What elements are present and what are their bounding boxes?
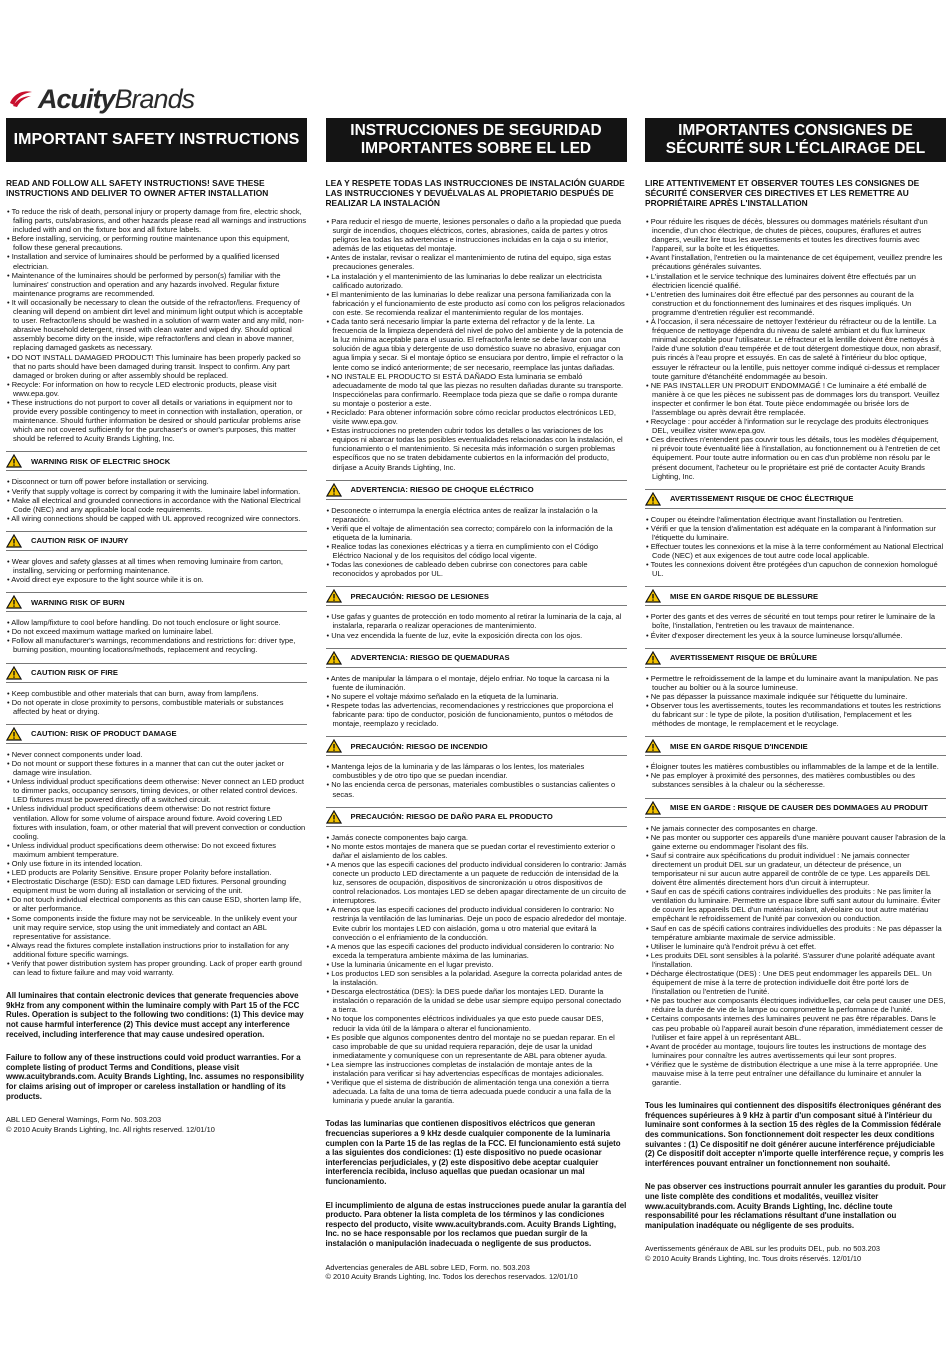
instruction-item: • Installation and service of luminaires should be performed by a qualified licensed electrician. <box>6 252 307 270</box>
warning-title: AVERTISSEMENT RISQUE DE CHOC ÉLECTRIQUE <box>670 494 854 504</box>
warning-triangle-icon <box>6 595 22 609</box>
copyright: © 2010 Acuity Brands Lighting, Inc. Tous droits réservés. 12/01/10 <box>645 1253 862 1263</box>
form-number: Avertissements généraux de ABL sur les produits DEL, pub. no 503.203 <box>645 1244 881 1254</box>
instruction-item: • Respete todas las advertencias, recomendaciones y restricciones que proporciona el fabricante para: tipo de conductor, posición de funcionamiento, puntos o métodos de montaje, reemplazo y reciclado. <box>326 701 627 728</box>
instruction-item: • Allow lamp/fixture to cool before handling. Do not touch enclosure or light source. <box>6 618 307 627</box>
instruction-item: • Electrostatic Discharge (ESD): ESD can damage LED fixtures. Personal grounding equipment must be worn during all installation or servicing of the unit. <box>6 877 307 895</box>
instruction-item: • Wear gloves and safety glasses at all times when removing luminaire from carton, installing, servicing or performing maintenance. <box>6 557 307 575</box>
instruction-item: • A menos que las especifi caciones del producto individual consideren lo contrario: Jamás conecte un producto LED directamente a un paquete de reducción de intensidad de la luz, sensores de ocupación, dispositivos de sincronización u otros dispositivos de control relacionados. Los montajes LED se deben apagar directamente de un circuito de interruptores. <box>326 860 627 905</box>
instruction-item: • Pour réduire les risques de décès, blessures ou dommages matériels résultant d'un incendie, d'un choc électrique, de chutes de pièces, coupures, éraflures et autres dangers, veuillez lire tous les avertissements et toutes les directives fournis avec l'appareil, sur la boîte et les étiquettes. <box>645 217 946 253</box>
warning-title: MISE EN GARDE : RISQUE DE CAUSER DES DOMMAGES AU PRODUIT <box>670 803 928 812</box>
warning-heading <box>6 531 307 551</box>
warning-triangle-icon <box>645 651 661 665</box>
instruction-item: • Effectuer toutes les connexions et la mise à la terre conformément au National Electrical Code (NEC) et aux exigences de tout autre code local applicable. <box>645 542 946 560</box>
warning-heading <box>326 586 627 606</box>
instruction-item: • Avant l'installation, l'entretien ou la maintenance de cet équipement, veuillez prendre les précautions générales suivantes. <box>645 253 946 271</box>
instruction-item: • Always read the fixtures complete installation instructions prior to installation for any additional fixture specific warnings. <box>6 941 307 959</box>
form-number: ABL LED General Warnings, Form No. 503.203 <box>6 1115 162 1125</box>
footer <box>645 1244 946 1263</box>
instruction-item: • Los productos LED son sensibles a la polaridad. Asegure la correcta polaridad antes de la instalación. <box>326 969 627 987</box>
warning-title: ADVERTENCIA: RIESGO DE QUEMADURAS <box>350 653 510 663</box>
warning-triangle-icon <box>326 810 342 824</box>
instruction-item: • NO INSTALE EL PRODUCTO SI ESTÁ DAÑADO Esta luminaria se embaló adecuadamente de modo tal que las piezas no resulten dañadas durante su transporte. Inspecciónelas para confirmarlo. Reemplace toda pieza que se dañe o rompa durante su montaje o posterior a este. <box>326 372 627 408</box>
instruction-item: • Unless individual product specifications deem otherwise: Do not exceed fixtures maximum ambient temperature. <box>6 841 307 859</box>
instruction-list <box>6 557 307 584</box>
instruction-list <box>326 833 627 1106</box>
lead-instruction: READ AND FOLLOW ALL SAFETY INSTRUCTIONS! SAVE THESE INSTRUCTIONS AND DELIVER TO OWNER AFTER INSTALLATION <box>6 178 269 198</box>
instruction-item: • Ne jamais connecter des composantes en charge. <box>645 824 946 833</box>
warranty-text: Failure to follow any of these instructions could void product warranties. For a complete listing of product Terms and Conditions, please visit www.acuitybrands.com. Acuity Brands Lighting, Inc. assumes no responsibility for claims arising out of improper or careless installation or handling of its products. <box>6 1053 305 1101</box>
warning-heading <box>645 798 946 818</box>
instruction-item: • Certains composants internes des luminaires peuvent ne pas être réparables. Dans le cas peu probable où l'appareil aurait besoin d'une réparation, immédiatement cesser de l'utiliser et faire appel à un représentant ABL. <box>645 1014 946 1041</box>
instruction-item: • Descarga electrostática (DES): la DES puede dañar los montajes LED. Durante la instalación o reparación de la unidad se debe usar siempre equipo personal conectado a tierra. <box>326 987 627 1014</box>
instruction-item: • Ces directives n'entendent pas couvrir tous les détails, tous les modèles d'équipement, ni prévoir toute éventualité liée à l'installation, au fonctionnement ou à l'entretien de cet équipement. Pour toute autre information ou en cas d'un problème non résolu par le présent document, l'acheteur ou le propriétaire est prié de contacter Acuity Brands Lighting, Inc. <box>645 435 946 480</box>
instruction-list <box>645 515 946 579</box>
instruction-item: • DO NOT INSTALL DAMAGED PRODUCT! This luminaire has been properly packed so that no parts should have been damaged during transit. Inspect to confirm. Any part damaged or broken during or after assembly should be replaced. <box>6 353 307 380</box>
instruction-item: • À l'occasion, il sera nécessaire de nettoyer l'extérieur du réfracteur ou de la lentille. La fréquence de nettoyage dépendra du niveau de saleté ambiant et du flux lumineux minimal acceptable pour l'utilisateur. Le réfracteur et la lentille doivent être nettoyés à l'aide d'une solution d'eau tempérée et de tout détergent domestique doux, non abrasif, puis rincés à l'eau propre et essuyés. En cas de saleté à l'intérieur du bloc optique, essuyer le réfracteur ou la lentille, puis nettoyer comme indiqué ci-dessus et remplacer toute garniture d'étanchéité endommagée au besoin. <box>645 317 946 381</box>
instruction-item: • Mantenga lejos de la luminaria y de las lámparas o los lentes, los materiales combustibles y de otro tipo que se puedan incendiar. <box>326 762 627 780</box>
warning-triangle-icon <box>645 589 661 603</box>
warning-heading <box>645 489 946 509</box>
instruction-item: • LED products are Polarity Sensitive. Ensure proper Polarity before installation. <box>6 868 307 877</box>
brand-wordmark <box>38 86 194 112</box>
instruction-list <box>326 762 627 798</box>
warning-heading <box>6 724 307 744</box>
instruction-item: • No supere el voltaje máximo señalado en la etiqueta de la luminaria. <box>326 692 627 701</box>
instruction-item: • Some components inside the fixture may not be serviceable. In the unlikely event your unit may require service, stop using the unit immediately and contact an ABL representative for assistance. <box>6 914 307 941</box>
instruction-list <box>326 217 627 472</box>
instruction-item: • Ne pas employer à proximité des personnes, des matières combustibles ou des substances sensibles à la chaleur ou la sécheresse. <box>645 771 946 789</box>
instruction-item: • No las encienda cerca de personas, materiales combustibles o sustancias calientes o secas. <box>326 780 627 798</box>
instruction-item: • Verify that power distribution system has proper grounding. Lack of proper earth ground can lead to fixture failure and may void warranty. <box>6 959 307 977</box>
warning-title: AVERTISSEMENT RISQUE DE BRÛLURE <box>670 653 818 663</box>
instruction-item: • Utiliser le luminaire qu'à l'endroit prévu à cet effet. <box>645 942 946 951</box>
instruction-list <box>326 506 627 579</box>
instruction-item: • Reciclado: Para obtener información sobre cómo reciclar productos electrónicos LED, visite www.epa.gov. <box>326 408 627 426</box>
brand-name-bold: Acuity <box>38 84 115 114</box>
footer <box>6 1115 307 1134</box>
column-header: INSTRUCCIONES DE SEGURIDAD IMPORTANTES SOBRE EL LED <box>326 118 627 162</box>
instruction-item: • Vérifiez que le système de distribution électrique a une mise à la terre appropriée. Une mauvaise mise à la terre peut entraîner une défaillance du luminaire et annuler la garantie. <box>645 1060 946 1087</box>
acuity-brands-logo <box>8 86 194 112</box>
instruction-list <box>6 618 307 654</box>
instruction-item: • Sauf en cas de spécifi cations contraires individuelles des produits : Ne pas dépasser la température ambiante maximale de service admissible. <box>645 924 946 942</box>
instruction-item: • El mantenimiento de las luminarias lo debe realizar una persona familiarizada con la fabricación y el funcionamiento de este producto así como con los peligros relacionados con este. Se recomienda realizar el mantenimiento regular de los montajes. <box>326 290 627 317</box>
instruction-item: • No toque los componentes eléctricos individuales ya que esto puede causar DES, reducir la vida útil de la lámpara o alterar el funcionamiento. <box>326 1014 627 1032</box>
instruction-item: • Permettre le refroidissement de la lampe et du luminaire avant la manipulation. Ne pas toucher au boîtier ou à la source lumineuse. <box>645 674 946 692</box>
warning-heading <box>6 663 307 683</box>
instruction-item: • L'entretien des luminaires doit être effectué par des personnes au courant de la construction et du fonctionnement des luminaires et des risques impliqués. Un programme d'entretien régulier est recommandé. <box>645 290 946 317</box>
fcc-compliance-text: Tous les luminaires qui contiennent des dispositifs électroniques générant des fréquences supérieures à 9 kHz à partir d'un composant situé à l'intérieur du luminaire sont conformes à la section 15 des règles de la Commission fédérale des communications. Son fonctionnement doit respecter les deux conditions suivantes : (1) Ce dispositif ne doit générer aucune interférence préjudiciable (2) Ce dispositif doit accepter n'importe quelle interférence reçue, y compris les interférences pouvant entraîner un fonctionnement non souhaité. <box>645 1101 944 1168</box>
instruction-item: • Unless individual product specifications deem otherwise: Never connect an LED product to dimmer packs, occupancy sensors, timing devices, or other related control devices. LED fixtures must be powered directly off a switched circuit. <box>6 777 307 804</box>
instruction-item: • It will occasionally be necessary to clean the outside of the refractor/lens. Frequency of cleaning will depend on ambient dirt level and minimum light output which is acceptable to user. Refractor/lens should be washed in a solution of warm water and any mild, non-abrasive household detergent, rinsed with clean water and wiped dry. Should optical assembly become dirty on the inside, wipe refractor/lens and clean in above manner, replacing damaged gaskets as necessary. <box>6 298 307 353</box>
warning-heading <box>645 736 946 756</box>
instruction-item: • Jamás conecte componentes bajo carga. <box>326 833 627 842</box>
instruction-item: • Todas las conexiones de cableado deben cubrirse con conectores para cable reconocidos y aprobados por UL. <box>326 560 627 578</box>
instruction-item: • Recycle: For information on how to recycle LED electronic products, please visit www.epa.gov. <box>6 380 307 398</box>
instruction-item: • L'installation et le service technique des luminaires doivent être effectués par un électricien licencié qualifié. <box>645 272 946 290</box>
warning-triangle-icon <box>326 739 342 753</box>
instruction-item: • Desconecte o interrumpa la energía eléctrica antes de realizar la instalación o la reparación. <box>326 506 627 524</box>
instruction-item: • Toutes les connexions doivent être protégées d'un capuchon de connexion homologué UL. <box>645 560 946 578</box>
copyright: © 2010 Acuity Brands Lighting, Inc. Todos los derechos reservados. 12/01/10 <box>325 1272 578 1282</box>
instruction-item: • Es posible que algunos componentes dentro del montaje no se puedan reparar. En el caso improbable de que su unidad requiera reparación, deje de usar la unidad inmediatamente y comuníquese con un representante de ABL para obtener ayuda. <box>326 1033 627 1060</box>
instruction-item: • Do not exceed maximum wattage marked on luminaire label. <box>6 627 307 636</box>
instruction-item: • A menos que las especifi caciones del producto individual consideren lo contrario: No restrinja la ventilación de las luminarias. Deje un poco de espacio alrededor del montaje. Evite cubrir los montajes LED con aislación, goma u otro material que evitará la convección o el enfriamiento de la conducción. <box>326 905 627 941</box>
instruction-item: • Avant de procéder au montage, toujours lire toutes les instructions de montage des luminaires pour connaître les autres avertissements qui leur sont propres. <box>645 1042 946 1060</box>
instruction-item: • Porter des gants et des verres de sécurité en tout temps pour retirer le luminaire de la boîte, l'installation, l'entretien ou les travaux de maintenance. <box>645 612 946 630</box>
warranty-text: El incumplimiento de alguna de estas instrucciones puede anular la garantía del producto. Para obtener la lista completa de los términos y las condiciones respecto del producto, visite www.acuitybrands.com. Acuity Brands Lighting, Inc. no se hace responsable por los reclamos que puedan surgir de la instalación o manipulación inadecuada o negligente de sus productos. <box>325 1200 627 1248</box>
warning-triangle-icon <box>645 739 661 753</box>
warning-triangle-icon <box>326 483 342 497</box>
instruction-item: • Ne pas monter ou supporter ces appareils d'une manière pouvant causer l'abrasion de la gaine externe ou endommager l'isolant des fils. <box>645 833 946 851</box>
instruction-item: • Estas instrucciones no pretenden cubrir todos los detalles o las variaciones de los equipos ni abarcar todas las posibles eventualidades relacionadas con la instalación, el funcionamiento o el mantenimiento. Si necesita más información o surgen problemas específicos que no se traten debidamente cubiertos en la información del producto, diríjase a Acuity Brands Lighting, Inc. <box>326 426 627 471</box>
warning-title: ADVERTENCIA: RIESGO DE CHOQUE ELÉCTRICO <box>350 485 534 495</box>
warning-heading <box>326 480 627 500</box>
instruction-list <box>6 689 307 716</box>
instruction-item: • All wiring connections should be capped with UL approved recognized wire connectors. <box>6 514 307 523</box>
instruction-item: • To reduce the risk of death, personal injury or property damage from fire, electric shock, falling parts, cuts/abrasions, and other hazards please read all warnings and instructions included with and on the fixture box and all fixture labels. <box>6 207 307 234</box>
instruction-item: • Follow all manufacturer's warnings, recommendations and restrictions for: driver type, burning position, mounting locations/methods, replacement and recycling. <box>6 636 307 654</box>
instruction-item: • Observer tous les avertissements, toutes les recommandations et toutes les restrictions du fabricant sur : le type de pilote, la position d'utilisation, l'emplacement et les méthodes de montage, le remplacement et le recyclage. <box>645 701 946 728</box>
swoosh-icon <box>8 89 34 109</box>
instruction-item: • Before installing, servicing, or performing routine maintenance upon this equipment, follow these general precautions. <box>6 234 307 252</box>
instruction-item: • Antes de manipular la lámpara o el montaje, déjelo enfriar. No toque la carcasa ni la fuente de iluminación. <box>326 674 627 692</box>
instruction-item: • No monte estos montajes de manera que se puedan cortar el revestimiento exterior o dañar el aislamiento de los cables. <box>326 842 627 860</box>
instruction-item: • Recyclage : pour accéder à l'information sur le recyclage des produits électroniques DEL, veuillez visiter www.epa.gov. <box>645 417 946 435</box>
instruction-item: • These instructions do not purport to cover all details or variations in equipment nor to provide every possible contingency to meet in connection with installation, operation, or maintenance. Should further information be desired or should particular problems arise which are not covered sufficiently for the purchaser's or owner's purposes, this matter should be referred to Acuity Brands Lighting, Inc. <box>6 398 307 443</box>
instruction-item: • Sauf en cas de spécifi cations contraires individuelles des produits : Ne pas limiter la ventilation du luminaire. Permettre un espace libre suffi sant autour du luminaire. Éviter de couvrir les appareils DEL d'un matériau isolant, alvéolaire ou tout autre matériau empêchant le refroidissement de l'unité par convexion ou conduction. <box>645 887 946 923</box>
instruction-item: • Ne pas toucher aux composants électriques individuelles, car cela peut causer une DES, réduire la durée de vie de la lampe ou compromettre la performance de l'unité. <box>645 996 946 1014</box>
form-number: Advertencias generales de ABL sobre LED, Form. no. 503.203 <box>325 1262 530 1272</box>
instruction-item: • Never connect components under load. <box>6 750 307 759</box>
instruction-item: • Éloigner toutes les matières combustibles ou inflammables de la lampe et de la lentille. <box>645 762 946 771</box>
instruction-item: • Use gafas y guantes de protección en todo momento al retirar la luminaria de la caja, al instalarla, repararla o realizar operaciones de mantenimiento. <box>326 612 627 630</box>
instruction-item: • Only use fixture in its intended location. <box>6 859 307 868</box>
fcc-compliance-text: All luminaires that contain electronic devices that generate frequencies above 9kHz from any component within the luminaire comply with Part 15 of the FCC Rules. Operation is subject to the following two conditions: (1) This device may not cause harmful interference (2) This device must accept any interference received, including interference that may cause undesired operation. <box>6 991 304 1039</box>
instruction-item: • Cada tanto será necesario limpiar la parte externa del refractor y de la lente. La frecuencia de la limpieza dependerá del nivel de polvo del ambiente y de la potencia de la luz mínima aceptable para el usuario. El refractor/la lente se debe lavar con una solución de agua tibia y detergente de uso doméstico suave no abrasivo, enjuagar con agua limpia y secar. Si el montaje óptico se ensuciara por dentro, limpie el refractor o la lente como se indicó anteriormente; de ser necesario, reemplace las juntas dañadas. <box>326 317 627 372</box>
warning-heading <box>6 592 307 612</box>
instruction-list <box>6 477 307 522</box>
warning-title: CAUTION: RISK OF PRODUCT DAMAGE <box>31 729 177 739</box>
column-header: IMPORTANTES CONSIGNES DE SÉCURITÉ SUR L'ÉCLAIRAGE DEL <box>645 118 946 162</box>
instruction-item: • Make all electrical and grounded connections in accordance with the National Electrical Code (NEC) and any applicable local code requirements. <box>6 496 307 514</box>
instruction-item: • Antes de instalar, revisar o realizar el mantenimiento de rutina del equipo, siga estas precauciones generales. <box>326 253 627 271</box>
instruction-item: • Éviter d'exposer directement les yeux à la source lumineuse lorsqu'allumée. <box>645 631 946 640</box>
instruction-item: • Verifi que el voltaje de alimentación sea correcto; compárelo con la información de la etiqueta de la luminaria. <box>326 524 627 542</box>
instruction-list <box>326 612 627 639</box>
instruction-item: • Ne pas dépasser la puissance maximale indiquée sur l'étiquette du luminaire. <box>645 692 946 701</box>
warning-triangle-icon <box>326 589 342 603</box>
warning-heading <box>645 648 946 668</box>
fcc-compliance-text: Todas las luminarias que contienen dispositivos eléctricos que generan frecuencias superiores a 9 kHz desde cualquier componente de la luminaria cumplen con la Parte 15 de las reglas de la FCC. El funcionamiento está sujeto a las siguientes dos condiciones: (1) este dispositivo no puede ocasionar interferencias perjudiciales, y (2) este dispositivo debe aceptar cualquier interferencia recibida, incluso aquellas que puedan ocasionar un mal funcionamiento. <box>325 1119 621 1186</box>
brand-name-light: Brands <box>114 84 195 114</box>
column-header: IMPORTANT SAFETY INSTRUCTIONS <box>6 118 307 162</box>
warning-title: MISE EN GARDE RISQUE D'INCENDIE <box>670 741 808 751</box>
instruction-item: • Les produits DEL sont sensibles à la polarité. S'assurer d'une polarité adéquate avant l'installation. <box>645 951 946 969</box>
warning-title: CAUTION RISK OF INJURY <box>31 536 129 546</box>
instruction-item: • NE PAS INSTALLER UN PRODUIT ENDOMMAGÉ ! Ce luminaire a été emballé de manière à ce que les pièces ne subissent pas de dommages lors du transport. Veuillez inspecter et confirmer le bon état. Toute pièce endommagée ou brisée lors de l'assemblage ou après devrait être remplacée. <box>645 381 946 417</box>
instruction-list <box>645 612 946 639</box>
warranty-text: Ne pas observer ces instructions pourrait annuler les garanties du produit. Pour une liste complète des conditions et modalités, veuillez visiter www.acuitybrands.com. Acuity Brands Lighting, Inc. décline toute responsabilité pour les réclamations résultant d'une installation ou manipulation inadéquate ou négligente de ses produits. <box>645 1182 946 1230</box>
instruction-item: • Couper ou éteindre l'alimentation électrique avant l'installation ou l'entretien. <box>645 515 946 524</box>
lead-instruction: LEA Y RESPETE TODAS LAS INSTRUCCIONES DE INSTALACIÓN GUARDE LAS INSTRUCCIONES Y DEVUÉLVALAS AL PROPIETARIO DESPUÉS DE REALIZAR LA INSTALACIÓN <box>325 178 625 208</box>
warning-triangle-icon <box>326 651 342 665</box>
instruction-item: • Do not mount or support these fixtures in a manner that can cut the outer jacket or damage wire insulation. <box>6 759 307 777</box>
instruction-list <box>6 207 307 443</box>
warning-heading <box>645 586 946 606</box>
instruction-list <box>6 750 307 977</box>
instruction-item: • Una vez encendida la fuente de luz, evite la exposición directa con los ojos. <box>326 631 627 640</box>
instruction-item: • Realice todas las conexiones eléctricas y a tierra en cumplimiento con el Código Eléctrico Nacional y de los requisitos del código local vigente. <box>326 542 627 560</box>
instruction-item: • Verifique que el sistema de distribución de alimentación tenga una conexión a tierra adecuada. La falta de una toma de tierra adecuada puede conducir a una falla de la luminaria y puede anular la garantía. <box>326 1078 627 1105</box>
instruction-item: • Sauf si contraire aux spécifications du produit individuel : Ne jamais connecter directement un produit DEL sur un gradateur, un détecteur de présence, un temporisateur ni sur aucun autre appareil de contrôle de ce type. Les appareils DEL doivent être alimentés directement hors d'un circuit à interrupteur. <box>645 851 946 887</box>
column-english <box>6 118 307 1282</box>
warning-triangle-icon <box>645 492 661 506</box>
warning-triangle-icon <box>6 534 22 548</box>
instruction-item: • Décharge électrostatique (DES) : Une DES peut endommager les appareils DEL. Un équipement de mise à la terre de protection individuelle doit être porté lors de l'installation ou l'entretien de l'unité. <box>645 969 946 996</box>
instruction-list <box>645 824 946 1088</box>
warning-title: PRECAUCIÓN: RIESGO DE LESIONES <box>350 591 489 601</box>
warning-title: WARNING RISK OF BURN <box>31 597 125 607</box>
warning-title: WARNING RISK OF ELECTRIC SHOCK <box>31 456 171 466</box>
warning-title: MISE EN GARDE RISQUE DE BLESSURE <box>670 591 819 601</box>
warning-heading <box>326 807 627 827</box>
instruction-item: • Use la luminaria únicamente en el lugar previsto. <box>326 960 627 969</box>
warning-title: CAUTION RISK OF FIRE <box>31 668 118 678</box>
warning-heading <box>326 736 627 756</box>
instruction-item: • Do not touch individual electrical components as this can cause ESD, shorten lamp life, or alter performance. <box>6 895 307 913</box>
copyright: © 2010 Acuity Brands Lighting, Inc. All rights reserved. 12/01/10 <box>6 1124 215 1134</box>
warning-triangle-icon <box>6 727 22 741</box>
instruction-list <box>326 674 627 729</box>
column-spanish <box>326 118 627 1282</box>
instruction-item: • Para reducir el riesgo de muerte, lesiones personales o daño a la propiedad que pueda surgir de incendios, choques eléctricos, cortes, abrasiones, caída de partes y otros peligros lea todas las advertencias e instrucciones incluidas en la caja o su interior, además de las etiquetas del montaje. <box>326 217 627 253</box>
warning-title: PRECAUCIÓN: RIESGO DE INCENDIO <box>350 741 488 751</box>
instruction-list <box>645 762 946 789</box>
instruction-item: • Disconnect or turn off power before installation or servicing. <box>6 477 307 486</box>
lead-instruction: LIRE ATTENTIVEMENT ET OBSERVER TOUTES LES CONSIGNES DE SÉCURITÉ CONSERVER CES DIRECTIVES ET LES REMETTRE AU PROPRIÉTAIRE APRÈS L'INSTALLATION <box>645 178 920 208</box>
instruction-columns <box>6 118 946 1282</box>
footer <box>326 1263 627 1282</box>
warning-heading <box>6 451 307 471</box>
instruction-list <box>645 674 946 729</box>
warning-triangle-icon <box>6 666 22 680</box>
instruction-item: • Do not operate in close proximity to persons, combustible materials or substances affected by heat or drying. <box>6 698 307 716</box>
instruction-item: • Avoid direct eye exposure to the light source while it is on. <box>6 575 307 584</box>
instruction-list <box>645 217 946 481</box>
instruction-item: • Maintenance of the luminaires should be performed by person(s) familiar with the luminaires' construction and operation and any hazards involved. Regular fixture maintenance programs are recommended. <box>6 271 307 298</box>
instruction-item: • La instalación y el mantenimiento de las luminarias lo debe realizar un electricista calificado autorizado. <box>326 272 627 290</box>
instruction-item: • Verify that supply voltage is correct by comparing it with the luminaire label information. <box>6 487 307 496</box>
instruction-item: • Vérifi er que la tension d'alimentation est adéquate en la comparant à l'information sur l'étiquette du luminaire. <box>645 524 946 542</box>
warning-title: PRECAUCIÓN: RIESGO DE DAÑO PARA EL PRODUCTO <box>350 812 553 822</box>
instruction-item: • Unless individual product specifications deem otherwise: Do not restrict fixture ventilation. Allow for some volume of airspace around fixture. Avoid covering LED fixtures with insulation, foam, or other material that will prevent convection or conduction cooling. <box>6 804 307 840</box>
warning-triangle-icon <box>6 454 22 468</box>
instruction-item: • Keep combustible and other materials that can burn, away from lamp/lens. <box>6 689 307 698</box>
instruction-item: • A menos que las especifi caciones del producto individual consideren lo contrario: No exceda la temperatura ambiente máxima de las luminarias. <box>326 942 627 960</box>
warning-heading <box>326 648 627 668</box>
instruction-item: • Lea siempre las instrucciones completas de instalación de montaje antes de la instalación para verificar si hay advertencias específicas de montajes adicionales. <box>326 1060 627 1078</box>
warning-triangle-icon <box>645 801 661 815</box>
column-french <box>645 118 946 1282</box>
